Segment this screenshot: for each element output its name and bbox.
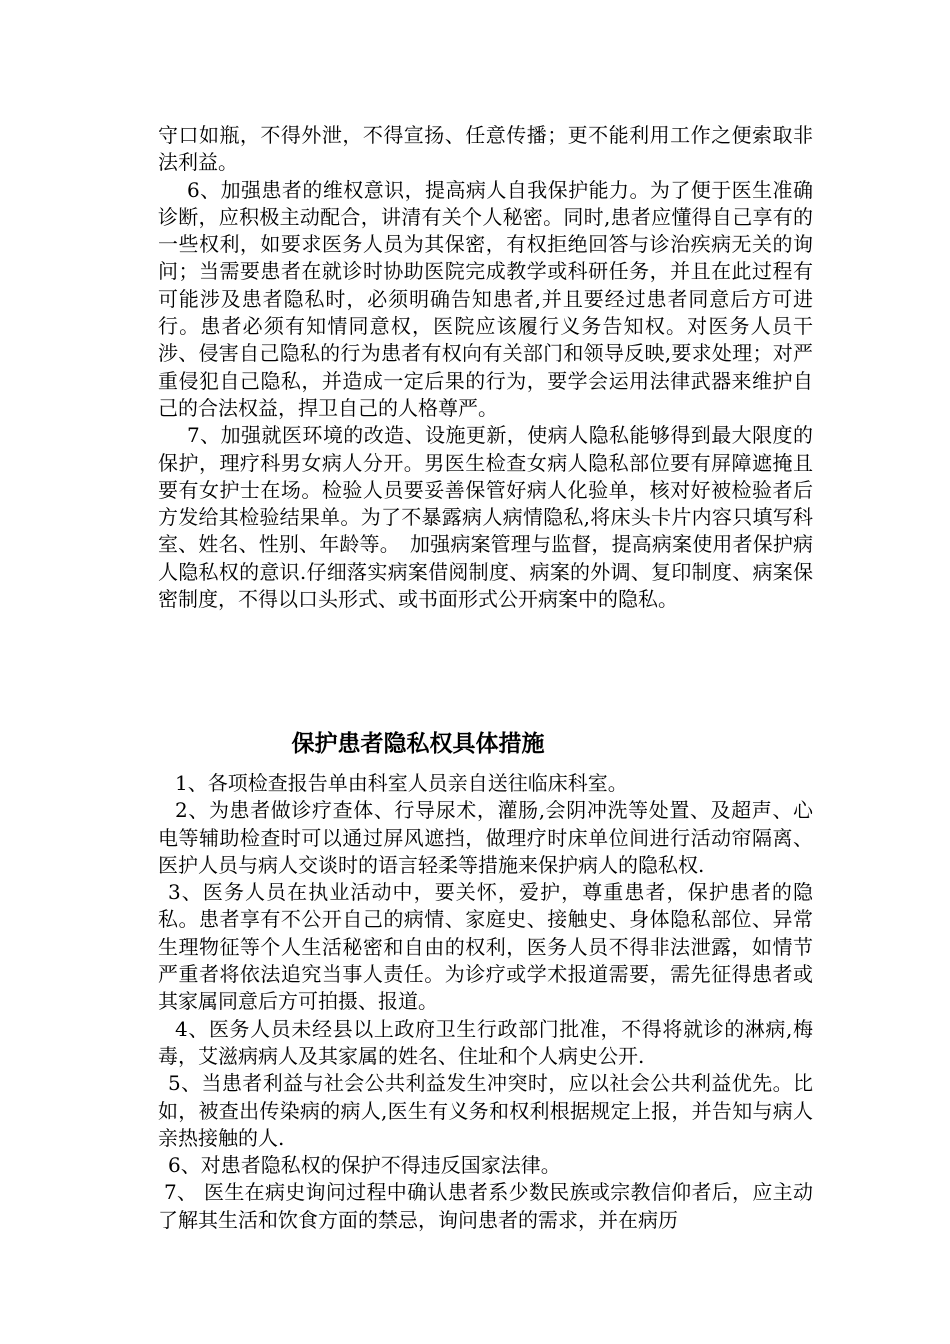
measure-item-3: 3、医务人员在执业活动中，要关怀，爱护，尊重患者，保护患者的隐私。患者享有不公开自己的病情、家庭史、接触史、身体隐私部位、异常生理物征等个人生活秘密和自由的权利，医务人员不得非法泄露，如情节严重者将依法追究当事人责任。为诊疗或学术报道需要，需先征得患者或其家属同意后方可拍摄、报道。 [158, 880, 813, 1014]
measure-item-5: 5、当患者利益与社会公共利益发生冲突时，应以社会公共利益优先。比如，被查出传染病的病人,医生有义务和权利根据规定上报，并告知与病人亲热接触的人. [158, 1071, 813, 1150]
paragraph-item-7: 7、加强就医环境的改造、设施更新，使病人隐私能够得到最大限度的保护，理疗科男女病人分开。男医生检查女病人隐私部位要有屏障遮掩且要有女护士在场。检验人员要妥善保管好病人化验单，核对好被检验者后方发给其检验结果单。为了不暴露病人病情隐私,将床头卡片内容只填写科室、姓名、性别、年龄等。 加强病案管理与监督，提高病案使用者保护病人隐私权的意识.仔细落实病案借阅制度、病案的外调、复印制度、病案保密制度，不得以口头形式、或书面形式公开病案中的隐私。 [158, 423, 813, 612]
measure-item-6: 6、对患者隐私权的保护不得违反国家法律。 [168, 1153, 561, 1178]
paragraph-continuation: 守口如瓶，不得外泄，不得宣扬、任意传播；更不能利用工作之便索取非法利益。 [158, 123, 813, 175]
paragraph-item-6: 6、加强患者的维权意识，提高病人自我保护能力。为了便于医生准确诊断，应积极主动配合，讲清有关个人秘密。同时,患者应懂得自己享有的一些权利，如要求医务人员为其保密，有权拒绝回答与诊治疾病无关的询问；当需要患者在就诊时协助医院完成教学或科研任务，并且在此过程有可能涉及患者隐私时，必须明确告知患者,并且要经过患者同意后方可进行。患者必须有知情同意权，医院应该履行义务告知权。对医务人员干涉、侵害自己隐私的行为患者有权向有关部门和领导反映,要求处理；对严重侵犯自己隐私，并造成一定后果的行为，要学会运用法律武器来维护自己的合法权益，捍卫自己的人格尊严。 [158, 177, 813, 420]
measure-item-4: 4、医务人员未经县以上政府卫生行政部门批准，不得将就诊的淋病,梅毒，艾滋病病人及其家属的姓名、住址和个人病史公开. [158, 1016, 813, 1068]
section-title: 保护患者隐私权具体措施 [291, 731, 545, 757]
measure-item-2: 2、为患者做诊疗查体、行导尿术，灌肠,会阴冲洗等处置、及超声、心电等辅助检查时可以通过屏风遮挡，做理疗时床单位间进行活动帘隔离、医护人员与病人交谈时的语言轻柔等措施来保护病人的隐私权. [158, 798, 813, 877]
top-text-block [158, 122, 813, 613]
measures-text-block [158, 770, 813, 1234]
measure-item-7: 7、 医生在病史询问过程中确认患者系少数民族或宗教信仰者后，应主动了解其生活和饮食方面的禁忌，询问患者的需求，并在病历 [158, 1180, 813, 1232]
measure-item-1: 1、各项检查报告单由科室人员亲自送往临床科室。 [175, 771, 628, 795]
